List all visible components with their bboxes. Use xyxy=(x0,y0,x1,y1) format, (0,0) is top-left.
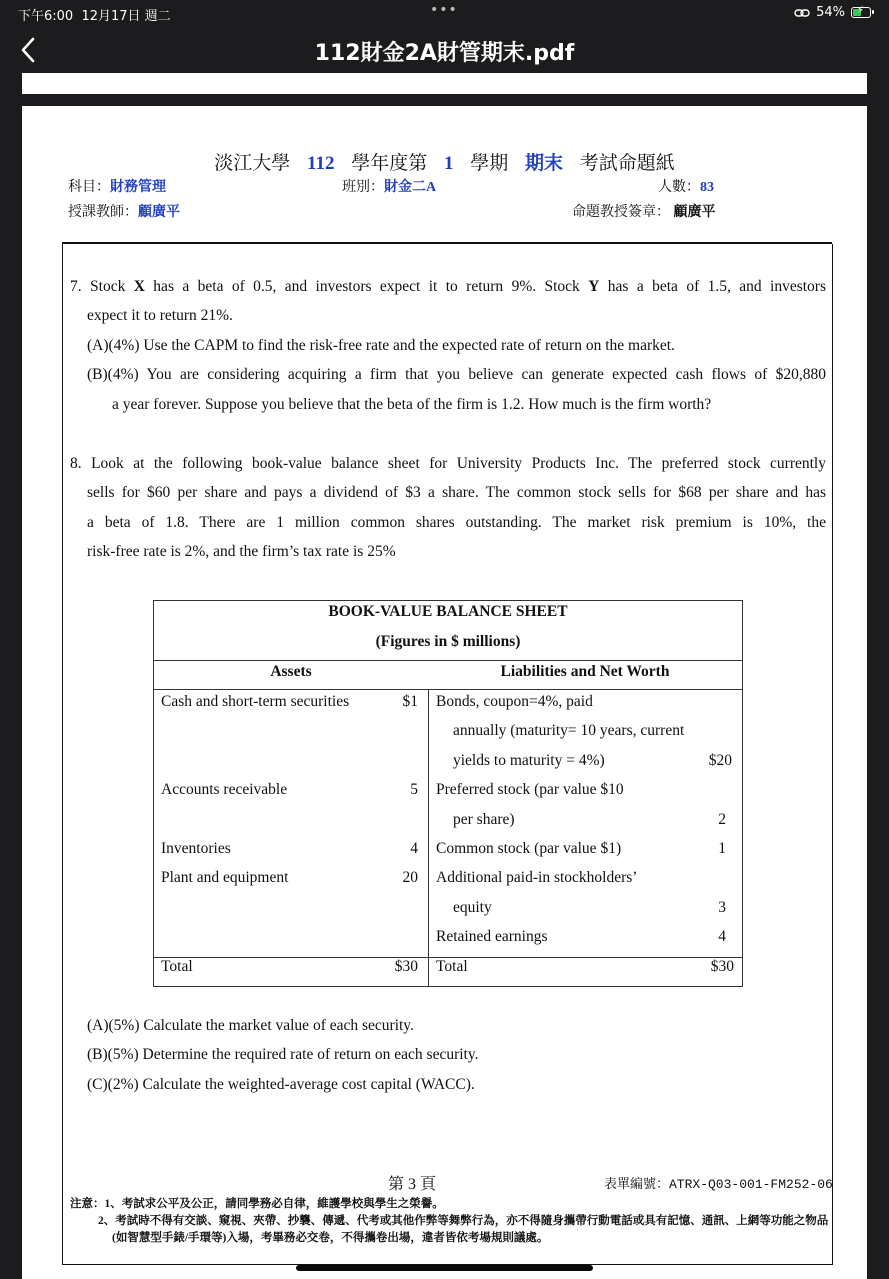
previous-page-edge[interactable] xyxy=(22,73,867,94)
academic-year: 112 xyxy=(307,153,335,174)
q7-line-1: 7. Stock X has a beta of 0.5, and investors expect it to return 9%. Stock Y has a beta of 1.5, and investors xyxy=(70,278,826,295)
exam-label: 考試命題紙 xyxy=(579,153,675,174)
liab-apic-line-2: equity xyxy=(453,899,492,916)
q8-parts xyxy=(87,1011,807,1099)
q8-part-b: (B)(5%) Determine the required rate of return on each security. xyxy=(87,1046,479,1064)
link-icon xyxy=(794,8,810,18)
asset-receivables-value: 5 xyxy=(410,781,418,798)
exam-notes xyxy=(70,1196,830,1247)
q7-part-b-line-1: (B)(4%) You are considering acquiring a firm that you believe can generate expected cash flows of $20,880 xyxy=(87,366,826,384)
asset-cash-value: $1 xyxy=(402,693,418,710)
pdf-page[interactable] xyxy=(22,106,867,1279)
assets-header: Assets xyxy=(270,663,312,680)
q8-line-3: a beta of 1.8. There are 1 million common shares outstanding. The market risk premium is 10%, the xyxy=(87,513,826,531)
subject-field: 科目：財務管理 xyxy=(68,180,166,195)
nav-bar xyxy=(0,26,889,74)
semester-label: 學期 xyxy=(470,153,509,174)
liab-total-value: $30 xyxy=(710,958,734,975)
home-indicator[interactable] xyxy=(296,1265,593,1271)
form-number: 表單編號：ATRX-Q03-001-FM252-06 xyxy=(604,1177,833,1192)
liab-retained-earnings: Retained earnings xyxy=(436,928,548,945)
liabilities-header: Liabilities and Net Worth xyxy=(500,663,670,680)
document-title: 112財金2A財管期末.pdf xyxy=(314,41,575,66)
status-bar xyxy=(0,0,889,26)
note-1: 注意：1、考試求公平及公正，請同學務必自律，維護學校與學生之榮譽。 xyxy=(70,1198,444,1210)
university-name: 淡江大學 xyxy=(214,153,291,174)
q7-part-b-line-2: a year forever. Suppose you believe that the beta of the firm is 1.2. How much is the firm worth? xyxy=(112,395,712,413)
liab-preferred-line-1: Preferred stock (par value $10 xyxy=(436,781,624,798)
asset-inventories: Inventories xyxy=(161,840,231,857)
balance-sheet-table xyxy=(153,600,743,987)
liab-preferred-line-2: per share) xyxy=(453,811,515,828)
q7-part-a: (A)(4%) Use the CAPM to find the risk-free rate and the expected rate of return on the market. xyxy=(87,336,675,354)
liab-retained-earnings-value: 4 xyxy=(718,928,726,945)
count-field: 人數：83 xyxy=(658,180,714,195)
charging-bolt-icon: ⚡ xyxy=(857,5,865,16)
table-subtitle: (Figures in $ millions) xyxy=(375,633,521,650)
multitasking-dots[interactable]: ••• xyxy=(430,2,458,18)
liab-total: Total xyxy=(436,958,468,975)
liab-preferred-value: 2 xyxy=(718,811,726,828)
status-time: 下午6:00 12月17日 週二 xyxy=(18,9,171,24)
battery-percent: 54% xyxy=(816,5,845,20)
note-2: 2、考試時不得有交談、窺視、夾帶、抄襲、傳遞、代考或其他作弊等舞弊行為，亦不得隨身攜帶行動電話或具有記憶、通訊、上網等功能之物品(如智慧型手錶/手環等)入場，考畢務必交卷，不得攜卷出場，違者皆依考場規則議處。 xyxy=(98,1215,829,1244)
asset-receivables: Accounts receivable xyxy=(161,781,288,798)
q8-part-a: (A)(5%) Calculate the market value of each security. xyxy=(87,1017,414,1034)
page-number: 第 3 頁 xyxy=(388,1176,437,1193)
battery-icon xyxy=(851,7,871,18)
liab-bonds-line-3: yields to maturity = 4%) xyxy=(453,752,605,769)
assets-total-value: $30 xyxy=(394,958,418,975)
liab-apic-line-1: Additional paid-in stockholders’ xyxy=(436,869,638,886)
q8-line-4: risk-free rate is 2%, and the firm’s tax rate is 25% xyxy=(87,543,396,561)
q8-line-1: 8. Look at the following book-value balance sheet for University Products Inc. The preferred stock currently xyxy=(70,455,826,472)
status-right xyxy=(794,5,871,20)
asset-plant: Plant and equipment xyxy=(161,869,289,886)
table-title: BOOK-VALUE BALANCE SHEET xyxy=(328,603,568,620)
exam-type: 期末 xyxy=(524,153,563,174)
teacher-field: 授課教師：顧廣平 xyxy=(68,205,180,220)
year-label: 學年度第 xyxy=(351,153,428,174)
asset-inventories-value: 4 xyxy=(410,840,418,857)
q8-part-c: (C)(2%) Calculate the weighted-average cost capital (WACC). xyxy=(87,1075,475,1093)
liab-bonds-line-1: Bonds, coupon=4%, paid xyxy=(436,693,593,710)
liab-common-value: 1 xyxy=(718,840,726,857)
liab-apic-value: 3 xyxy=(718,899,726,916)
assets-total: Total xyxy=(161,958,193,975)
question-7 xyxy=(70,272,826,419)
liab-common: Common stock (par value $1) xyxy=(436,840,622,857)
asset-cash: Cash and short-term securities xyxy=(161,693,350,710)
seal-field: 命題教授簽章： 顧廣平 xyxy=(572,205,716,220)
liab-bonds-value: $20 xyxy=(708,752,732,769)
q8-line-2: sells for $60 per share and pays a dividend of $3 a share. The common stock sells for $68 per share and has xyxy=(87,484,826,502)
liab-bonds-line-2: annually (maturity= 10 years, current xyxy=(453,722,685,739)
semester: 1 xyxy=(443,153,454,174)
asset-plant-value: 20 xyxy=(402,869,418,886)
exam-header xyxy=(22,148,867,175)
question-8 xyxy=(70,449,826,567)
q7-line-2: expect it to return 21%. xyxy=(87,307,233,325)
class-field: 班別：財金二A xyxy=(342,180,437,195)
